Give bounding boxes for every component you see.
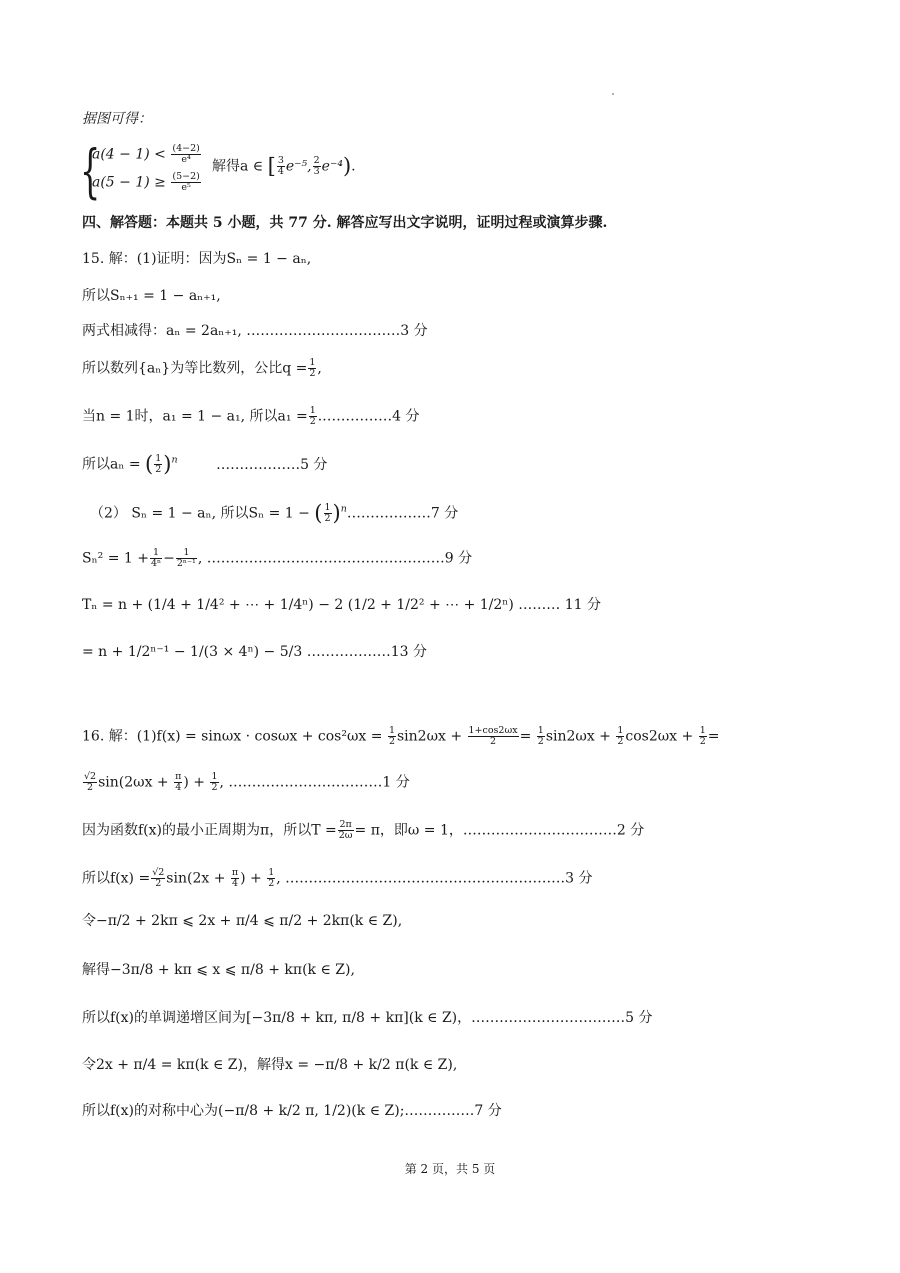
system-brace: {	[80, 137, 101, 205]
q15-line-3: 两式相减得：aₙ = 2aₙ₊₁, ……………………………3 分	[82, 323, 428, 339]
ineq-row-1	[92, 144, 202, 165]
q16-line-4: 所以f(x) = $\frac{√2}{2}$ sin(2x + $\frac{\pi}{4}$ ) + $\frac{1}{2}$ , ……………………………………………………3 分	[82, 867, 593, 889]
q15-line-1: 15. 解：(1)证明：因为Sₙ = 1 − aₙ,	[82, 251, 312, 267]
q15-line-10: = n + 1/2ⁿ⁻¹ − 1/(3 × 4ⁿ) − 5/3 ………………13 分	[82, 644, 427, 660]
q16-line-9: 所以f(x)的对称中心为(−π/8 + k/2 π, 1/2)(k ∈ Z);……………7 分	[82, 1103, 502, 1119]
ineq-1-lhs: a(4 − 1) <	[92, 146, 166, 163]
q16-line-3: 因为函数f(x)的最小正周期为π，所以T = $\frac{2\pi}{2\omega}$ = π，即ω = 1，……………………………2 分	[82, 819, 645, 841]
q15-line-6: 所以aₙ = ( $\frac{1}{2}$ )$^n$ ………………5 分	[82, 452, 328, 476]
q16-line-6: 解得−3π/8 + kπ ⩽ x ⩽ π/8 + kπ(k ∈ Z),	[82, 962, 355, 978]
scan-dot	[612, 93, 614, 95]
q15-line-9: Tₙ = n + (1/4 + 1/4² + ⋯ + 1/4ⁿ) − 2 (1/2 + 1/2² + ⋯ + 1/2ⁿ) ……… 11 分	[82, 597, 601, 613]
q16-line-8: 令2x + π/4 = kπ(k ∈ Z)，解得x = −π/8 + k/2 π(k ∈ Z),	[82, 1057, 458, 1073]
ineq-1-frac: $\frac{(4-2)}{\text{e⁴}}$	[172, 143, 200, 165]
q16-line-5: 令−π/2 + 2kπ ⩽ 2x + π/4 ⩽ π/2 + 2kπ(k ∈ Z),	[82, 913, 403, 929]
q16-line-2: $\frac{√2}{2}$ sin(2ωx + $\frac{\pi}{4}$ ) + $\frac{1}{2}$ , ……………………………1 分	[84, 771, 410, 793]
q15-line-5: 当n = 1时，a₁ = 1 − a₁, 所以a₁ = $\frac{1}{2}$ .……………4 分	[82, 405, 420, 427]
ineq-2-lhs: a(5 − 1) ≥	[92, 174, 166, 191]
section-heading: 四、解答题：本题共 5 小题，共 77 分. 解答应写出文字说明，证明过程或演算步骤.	[82, 215, 608, 231]
q16-line-7: 所以f(x)的单调递增区间为[−3π/8 + kπ, π/8 + kπ](k ∈ Z)，……………………………5 分	[82, 1010, 653, 1026]
q16-line-1: 16. 解：(1)f(x) = sinωx · cosωx + cos²ωx = $\frac{1}{2}$ sin2ωx + $\frac{1+\cos 2\omega x}{2}$ = $\frac{1}{2}$ sin2ωx + $\frac{1}{2}$ cos2ωx + $\frac{1}{2}$ =	[82, 725, 720, 747]
q15-line-7: （2） Sₙ = 1 − aₙ, 所以Sₙ = 1 − ( $\frac{1}{2}$ )$^n$………………7 分	[90, 501, 459, 525]
ineq-row-2	[92, 172, 202, 193]
q15-line-2: 所以Sₙ₊₁ = 1 − aₙ₊₁,	[82, 288, 221, 304]
ineq-2-frac: $\frac{(5-2)}{\text{e⁵}}$	[172, 171, 200, 193]
q15-line-4: 所以数列{aₙ}为等比数列，公比q = $\frac{1}{2}$ ,	[82, 357, 322, 379]
line-1: 据图可得：	[82, 111, 152, 127]
solve-range: 解得a ∈ [ $\frac{3}{4}$ e⁻⁵, $\frac{2}{3}$ e⁻⁴).	[212, 154, 356, 178]
q15-line-8: Sₙ² = 1 + $\frac{1}{\text{4ⁿ}}$ − $\frac{1}{\text{2ⁿ⁻¹}}$ , ……………………………………………9 分	[82, 547, 473, 569]
page-footer: 第 2 页，共 5 页	[404, 1162, 496, 1176]
